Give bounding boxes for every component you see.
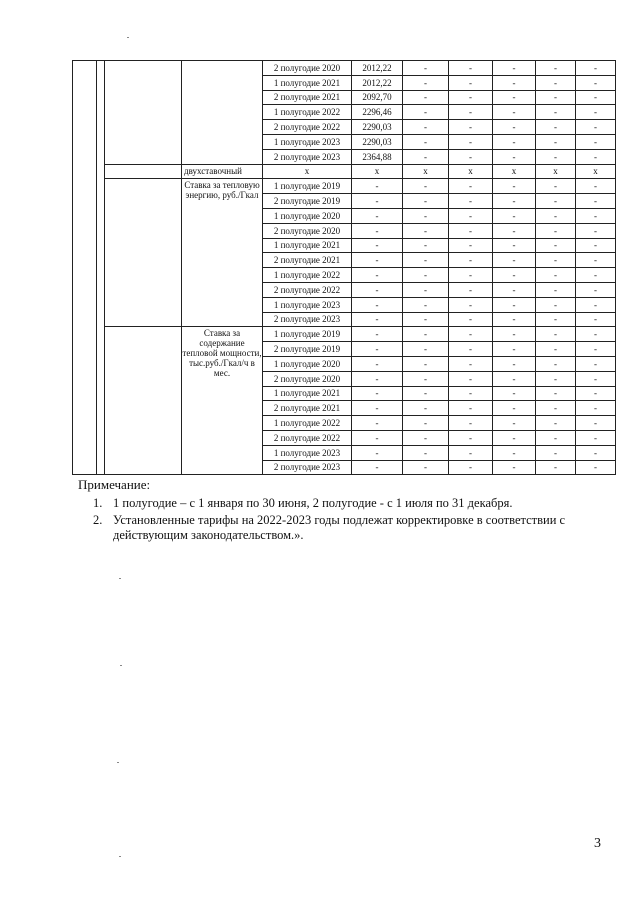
dash-cell: -: [449, 356, 493, 371]
table-row: [73, 61, 616, 76]
tariff-value: -: [352, 460, 403, 475]
x-cell: х: [403, 164, 449, 179]
dash-cell: -: [576, 327, 616, 342]
period-cell: 1 полугодие 2021: [263, 386, 352, 401]
dash-cell: -: [493, 282, 536, 297]
dash-cell: -: [403, 445, 449, 460]
dash-cell: -: [536, 75, 576, 90]
tariff-value: -: [352, 253, 403, 268]
tariff-value: -: [352, 223, 403, 238]
tariff-value: -: [352, 282, 403, 297]
scan-speck: [127, 37, 129, 38]
dash-cell: -: [576, 120, 616, 135]
scan-speck: [119, 856, 121, 857]
energy-rate-label: Ставка за тепловую энергию, руб./Гкал: [182, 179, 263, 327]
dash-cell: -: [493, 327, 536, 342]
dash-cell: -: [403, 179, 449, 194]
tariff-type: двухставочный: [182, 164, 263, 179]
x-cell: х: [493, 164, 536, 179]
tariff-value: -: [352, 356, 403, 371]
dash-cell: -: [576, 149, 616, 164]
period-cell: 2 полугодие 2020: [263, 371, 352, 386]
dash-cell: -: [576, 268, 616, 283]
note-number: 2.: [93, 513, 103, 527]
dash-cell: -: [403, 297, 449, 312]
dash-cell: -: [449, 327, 493, 342]
tariff-value: -: [352, 445, 403, 460]
dash-cell: -: [576, 445, 616, 460]
table-row: [73, 164, 616, 179]
dash-cell: -: [449, 401, 493, 416]
dash-cell: -: [576, 253, 616, 268]
note-item: [93, 513, 613, 543]
dash-cell: -: [576, 194, 616, 209]
dash-cell: -: [576, 61, 616, 76]
dash-cell: -: [536, 371, 576, 386]
period-cell: 1 полугодие 2021: [263, 238, 352, 253]
dash-cell: -: [536, 120, 576, 135]
tariff-value: -: [352, 312, 403, 327]
dash-cell: -: [403, 238, 449, 253]
dash-cell: -: [493, 416, 536, 431]
dash-cell: -: [536, 253, 576, 268]
notes-list: [93, 496, 613, 545]
dash-cell: -: [403, 120, 449, 135]
dash-cell: -: [493, 238, 536, 253]
dash-cell: -: [493, 149, 536, 164]
tariff-value: 2012,22: [352, 75, 403, 90]
dash-cell: -: [536, 61, 576, 76]
dash-cell: -: [403, 460, 449, 475]
dash-cell: -: [536, 179, 576, 194]
dash-cell: -: [403, 223, 449, 238]
table-row: [73, 179, 616, 194]
dash-cell: -: [449, 253, 493, 268]
dash-cell: -: [576, 238, 616, 253]
dash-cell: -: [576, 416, 616, 431]
tariff-value: -: [352, 430, 403, 445]
dash-cell: -: [576, 312, 616, 327]
scan-speck: [117, 762, 119, 763]
dash-cell: -: [493, 179, 536, 194]
dash-cell: -: [536, 460, 576, 475]
tariff-value: 2296,46: [352, 105, 403, 120]
dash-cell: -: [403, 90, 449, 105]
dash-cell: -: [536, 356, 576, 371]
dash-cell: -: [576, 371, 616, 386]
tariff-value: -: [352, 194, 403, 209]
dash-cell: -: [536, 282, 576, 297]
dash-cell: -: [403, 430, 449, 445]
dash-cell: -: [403, 268, 449, 283]
dash-cell: -: [449, 61, 493, 76]
dash-cell: -: [449, 120, 493, 135]
dash-cell: -: [403, 327, 449, 342]
x-cell: х: [263, 164, 352, 179]
dash-cell: -: [536, 208, 576, 223]
tariff-value: -: [352, 342, 403, 357]
dash-cell: -: [576, 356, 616, 371]
period-cell: 2 полугодие 2023: [263, 149, 352, 164]
period-cell: 2 полугодие 2021: [263, 253, 352, 268]
note-item: [93, 496, 613, 511]
dash-cell: -: [536, 401, 576, 416]
period-cell: 1 полугодие 2020: [263, 208, 352, 223]
dash-cell: -: [403, 134, 449, 149]
period-cell: 2 полугодие 2019: [263, 194, 352, 209]
dash-cell: -: [536, 194, 576, 209]
dash-cell: -: [493, 208, 536, 223]
period-cell: 2 полугодие 2022: [263, 282, 352, 297]
dash-cell: -: [493, 194, 536, 209]
period-cell: 1 полугодие 2019: [263, 327, 352, 342]
dash-cell: -: [493, 445, 536, 460]
dash-cell: -: [576, 208, 616, 223]
dash-cell: -: [536, 105, 576, 120]
dash-cell: -: [449, 75, 493, 90]
period-cell: 1 полугодие 2023: [263, 134, 352, 149]
tariff-value: -: [352, 238, 403, 253]
dash-cell: -: [536, 238, 576, 253]
tariff-value: -: [352, 297, 403, 312]
note-title: Примечание:: [78, 477, 151, 492]
dash-cell: -: [449, 416, 493, 431]
dash-cell: -: [493, 75, 536, 90]
dash-cell: -: [536, 342, 576, 357]
dash-cell: -: [449, 371, 493, 386]
dash-cell: -: [403, 386, 449, 401]
period-cell: 2 полугодие 2020: [263, 61, 352, 76]
x-cell: х: [576, 164, 616, 179]
dash-cell: -: [403, 371, 449, 386]
dash-cell: -: [576, 297, 616, 312]
dash-cell: -: [403, 208, 449, 223]
x-cell: х: [352, 164, 403, 179]
dash-cell: -: [576, 342, 616, 357]
period-cell: 1 полугодие 2022: [263, 268, 352, 283]
dash-cell: -: [403, 61, 449, 76]
dash-cell: -: [536, 223, 576, 238]
blank-cell: [182, 61, 263, 165]
blank-cell: [105, 61, 182, 165]
x-cell: х: [449, 164, 493, 179]
dash-cell: -: [576, 134, 616, 149]
tariff-value: -: [352, 416, 403, 431]
dash-cell: -: [449, 460, 493, 475]
blank-cell: [105, 179, 182, 327]
dash-cell: -: [403, 401, 449, 416]
note-text: 1 полугодие – с 1 января по 30 июня, 2 полугодие - с 1 июля по 31 декабря.: [113, 496, 513, 510]
period-cell: 1 полугодие 2019: [263, 179, 352, 194]
tariff-value: 2012,22: [352, 61, 403, 76]
period-cell: 2 полугодие 2023: [263, 312, 352, 327]
scan-speck: [119, 578, 121, 579]
dash-cell: -: [403, 342, 449, 357]
dash-cell: -: [449, 149, 493, 164]
dash-cell: -: [449, 268, 493, 283]
tariff-value: -: [352, 208, 403, 223]
dash-cell: -: [449, 445, 493, 460]
tariff-value: 2092,70: [352, 90, 403, 105]
dash-cell: -: [449, 430, 493, 445]
dash-cell: -: [449, 179, 493, 194]
dash-cell: -: [403, 105, 449, 120]
dash-cell: -: [493, 297, 536, 312]
period-cell: 1 полугодие 2021: [263, 75, 352, 90]
period-cell: 1 полугодие 2020: [263, 356, 352, 371]
dash-cell: -: [403, 356, 449, 371]
period-cell: 2 полугодие 2019: [263, 342, 352, 357]
dash-cell: -: [493, 386, 536, 401]
period-cell: 2 полугодие 2022: [263, 430, 352, 445]
dash-cell: -: [403, 416, 449, 431]
dash-cell: -: [493, 61, 536, 76]
dash-cell: -: [403, 312, 449, 327]
dash-cell: -: [536, 90, 576, 105]
dash-cell: -: [536, 445, 576, 460]
tariff-value: -: [352, 327, 403, 342]
dash-cell: -: [403, 194, 449, 209]
blank-cell: [97, 61, 105, 475]
dash-cell: -: [576, 90, 616, 105]
dash-cell: -: [493, 223, 536, 238]
table-row: [73, 327, 616, 342]
tariff-value: -: [352, 386, 403, 401]
dash-cell: -: [536, 297, 576, 312]
dash-cell: -: [449, 223, 493, 238]
dash-cell: -: [536, 312, 576, 327]
blank-cell: [105, 327, 182, 475]
blank-cell: [73, 61, 97, 475]
dash-cell: -: [493, 430, 536, 445]
dash-cell: -: [493, 90, 536, 105]
dash-cell: -: [576, 386, 616, 401]
dash-cell: -: [449, 312, 493, 327]
dash-cell: -: [449, 194, 493, 209]
dash-cell: -: [403, 282, 449, 297]
dash-cell: -: [449, 90, 493, 105]
dash-cell: -: [536, 268, 576, 283]
capacity-rate-label: Ставка за содержание тепловой мощности, тыс.руб./Гкал/ч в мес.: [182, 327, 263, 475]
dash-cell: -: [576, 75, 616, 90]
tariff-value: -: [352, 371, 403, 386]
dash-cell: -: [493, 120, 536, 135]
dash-cell: -: [493, 312, 536, 327]
dash-cell: -: [576, 401, 616, 416]
dash-cell: -: [536, 327, 576, 342]
period-cell: 2 полугодие 2023: [263, 460, 352, 475]
dash-cell: -: [493, 134, 536, 149]
dash-cell: -: [493, 371, 536, 386]
dash-cell: -: [536, 149, 576, 164]
dash-cell: -: [449, 238, 493, 253]
dash-cell: -: [493, 356, 536, 371]
period-cell: 1 полугодие 2022: [263, 105, 352, 120]
dash-cell: -: [576, 179, 616, 194]
dash-cell: -: [536, 386, 576, 401]
period-cell: 1 полугодие 2023: [263, 297, 352, 312]
dash-cell: -: [493, 268, 536, 283]
dash-cell: -: [403, 253, 449, 268]
period-cell: 2 полугодие 2021: [263, 401, 352, 416]
dash-cell: -: [449, 297, 493, 312]
dash-cell: -: [576, 105, 616, 120]
dash-cell: -: [576, 223, 616, 238]
tariff-value: -: [352, 268, 403, 283]
dash-cell: -: [493, 342, 536, 357]
dash-cell: -: [493, 253, 536, 268]
dash-cell: -: [449, 208, 493, 223]
dash-cell: -: [449, 282, 493, 297]
dash-cell: -: [449, 134, 493, 149]
period-cell: 2 полугодие 2021: [263, 90, 352, 105]
tariff-value: 2290,03: [352, 134, 403, 149]
page-number: 3: [594, 836, 601, 851]
dash-cell: -: [576, 282, 616, 297]
dash-cell: -: [403, 75, 449, 90]
scan-speck: [120, 665, 122, 666]
tariff-value: -: [352, 401, 403, 416]
dash-cell: -: [536, 430, 576, 445]
dash-cell: -: [449, 342, 493, 357]
tariff-value: 2290,03: [352, 120, 403, 135]
note-number: 1.: [93, 496, 103, 510]
dash-cell: -: [449, 105, 493, 120]
tariff-table: [72, 60, 616, 475]
dash-cell: -: [493, 105, 536, 120]
period-cell: 1 полугодие 2023: [263, 445, 352, 460]
period-cell: 2 полугодие 2022: [263, 120, 352, 135]
dash-cell: -: [576, 430, 616, 445]
tariff-value: 2364,88: [352, 149, 403, 164]
tariff-value: -: [352, 179, 403, 194]
dash-cell: -: [493, 460, 536, 475]
dash-cell: -: [449, 386, 493, 401]
dash-cell: -: [536, 416, 576, 431]
dash-cell: -: [493, 401, 536, 416]
period-cell: 2 полугодие 2020: [263, 223, 352, 238]
dash-cell: -: [576, 460, 616, 475]
blank-cell: [105, 164, 182, 179]
x-cell: х: [536, 164, 576, 179]
period-cell: 1 полугодие 2022: [263, 416, 352, 431]
dash-cell: -: [403, 149, 449, 164]
note-text: Установленные тарифы на 2022-2023 годы подлежат корректировке в соответствии с действующим законодательством.».: [113, 513, 566, 542]
dash-cell: -: [536, 134, 576, 149]
